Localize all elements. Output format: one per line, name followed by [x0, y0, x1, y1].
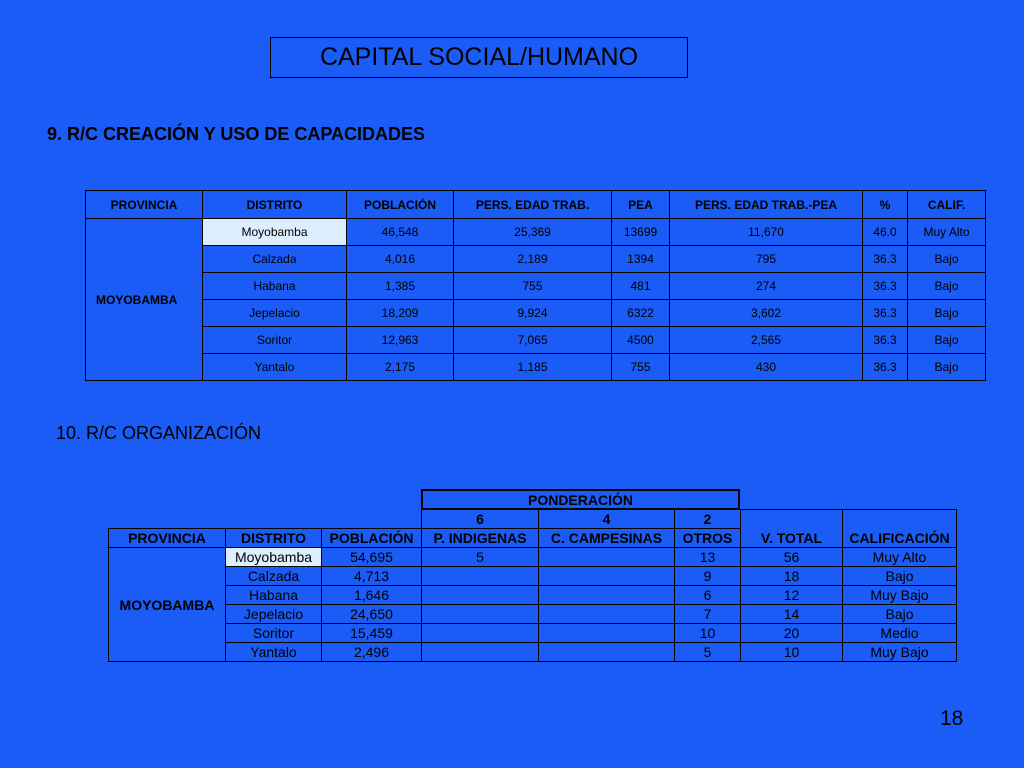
section2-title: 10. R/C ORGANIZACIÓN	[56, 423, 262, 443]
distrito-cell: Jepelacio	[226, 605, 322, 624]
ponderacion-label: PONDERACIÓN	[421, 489, 740, 510]
col-provincia: PROVINCIA	[109, 529, 226, 548]
weight-otros: 2	[675, 510, 741, 529]
diff-cell: 11,670	[670, 219, 863, 246]
table-row	[109, 624, 957, 643]
poblacion-cell: 1,385	[347, 273, 454, 300]
table-row	[86, 246, 986, 273]
col-poblacion: POBLACIÓN	[322, 529, 422, 548]
edad-trab-cell: 9,924	[454, 300, 612, 327]
pea-cell: 1394	[612, 246, 670, 273]
campesinas-cell	[539, 643, 675, 662]
table-row	[109, 605, 957, 624]
edad-trab-cell: 1,185	[454, 354, 612, 381]
indigenas-cell	[422, 567, 539, 586]
capacidades-table	[85, 190, 986, 381]
total-cell: 12	[741, 586, 843, 605]
table-header-row	[86, 191, 986, 219]
table-row	[86, 327, 986, 354]
col-total: V. TOTAL	[741, 510, 843, 548]
weights-row	[109, 510, 957, 529]
col-pea: PEA	[612, 191, 670, 219]
pea-cell: 755	[612, 354, 670, 381]
otros-cell: 13	[675, 548, 741, 567]
indigenas-cell: 5	[422, 548, 539, 567]
pea-cell: 4500	[612, 327, 670, 354]
weight-campesinas: 4	[539, 510, 675, 529]
otros-cell: 9	[675, 567, 741, 586]
campesinas-cell	[539, 586, 675, 605]
calif-cell: Medio	[843, 624, 957, 643]
poblacion-cell: 46,548	[347, 219, 454, 246]
pct-cell: 36.3	[863, 327, 908, 354]
distrito-cell: Calzada	[226, 567, 322, 586]
distrito-cell: Moyobamba	[226, 548, 322, 567]
table-row	[109, 586, 957, 605]
table-row	[109, 567, 957, 586]
calif-cell: Muy Bajo	[843, 643, 957, 662]
total-cell: 18	[741, 567, 843, 586]
weight-indigenas: 6	[422, 510, 539, 529]
col-otros: OTROS	[675, 529, 741, 548]
poblacion-cell: 54,695	[322, 548, 422, 567]
calif-cell: Muy Bajo	[843, 586, 957, 605]
edad-trab-cell: 25,369	[454, 219, 612, 246]
pct-cell: 46.0	[863, 219, 908, 246]
col-distrito: DISTRITO	[226, 529, 322, 548]
poblacion-cell: 1,646	[322, 586, 422, 605]
diff-cell: 274	[670, 273, 863, 300]
campesinas-cell	[539, 605, 675, 624]
campesinas-cell	[539, 548, 675, 567]
distrito-cell: Yantalo	[203, 354, 347, 381]
total-cell: 56	[741, 548, 843, 567]
col-distrito: DISTRITO	[203, 191, 347, 219]
table-row	[109, 548, 957, 567]
otros-cell: 6	[675, 586, 741, 605]
poblacion-cell: 15,459	[322, 624, 422, 643]
calif-cell: Bajo	[908, 273, 986, 300]
pea-cell: 481	[612, 273, 670, 300]
pct-cell: 36.3	[863, 300, 908, 327]
otros-cell: 5	[675, 643, 741, 662]
diff-cell: 430	[670, 354, 863, 381]
col-calificacion: CALIFICACIÓN	[843, 510, 957, 548]
total-cell: 14	[741, 605, 843, 624]
distrito-cell: Habana	[226, 586, 322, 605]
calif-cell: Bajo	[843, 605, 957, 624]
organizacion-table	[108, 509, 957, 662]
poblacion-cell: 12,963	[347, 327, 454, 354]
calif-cell: Bajo	[908, 354, 986, 381]
poblacion-cell: 18,209	[347, 300, 454, 327]
poblacion-cell: 2,496	[322, 643, 422, 662]
calif-cell: Bajo	[843, 567, 957, 586]
pea-cell: 13699	[612, 219, 670, 246]
pea-cell: 6322	[612, 300, 670, 327]
calif-cell: Bajo	[908, 300, 986, 327]
table-row	[109, 643, 957, 662]
col-poblacion: POBLACIÓN	[347, 191, 454, 219]
poblacion-cell: 24,650	[322, 605, 422, 624]
table-row	[86, 300, 986, 327]
indigenas-cell	[422, 643, 539, 662]
distrito-cell: Yantalo	[226, 643, 322, 662]
edad-trab-cell: 2,189	[454, 246, 612, 273]
otros-cell: 7	[675, 605, 741, 624]
calif-cell: Bajo	[908, 327, 986, 354]
section1-title: 9. R/C CREACIÓN Y USO DE CAPACIDADES	[47, 124, 426, 144]
calif-cell: Muy Alto	[843, 548, 957, 567]
distrito-cell: Jepelacio	[203, 300, 347, 327]
distrito-cell: Calzada	[203, 246, 347, 273]
pct-cell: 36.3	[863, 354, 908, 381]
campesinas-cell	[539, 567, 675, 586]
indigenas-cell	[422, 586, 539, 605]
distrito-cell: Soritor	[226, 624, 322, 643]
pct-cell: 36.3	[863, 273, 908, 300]
total-cell: 10	[741, 643, 843, 662]
diff-cell: 795	[670, 246, 863, 273]
distrito-cell: Habana	[203, 273, 347, 300]
edad-trab-cell: 7,065	[454, 327, 612, 354]
col-edad-trab-pea: PERS. EDAD TRAB.-PEA	[670, 191, 863, 219]
col-provincia: PROVINCIA	[86, 191, 203, 219]
col-calif: CALIF.	[908, 191, 986, 219]
table-row	[86, 219, 986, 246]
poblacion-cell: 4,016	[347, 246, 454, 273]
province-cell: MOYOBAMBA	[86, 219, 203, 381]
calif-cell: Bajo	[908, 246, 986, 273]
total-cell: 20	[741, 624, 843, 643]
col-campesinas: C. CAMPESINAS	[539, 529, 675, 548]
diff-cell: 3,602	[670, 300, 863, 327]
page-title: CAPITAL SOCIAL/HUMANO	[270, 37, 688, 78]
indigenas-cell	[422, 605, 539, 624]
col-edad-trab: PERS. EDAD TRAB.	[454, 191, 612, 219]
otros-cell: 10	[675, 624, 741, 643]
pct-cell: 36.3	[863, 246, 908, 273]
table-row	[86, 273, 986, 300]
table-row	[86, 354, 986, 381]
col-indigenas: P. INDIGENAS	[422, 529, 539, 548]
page-number: 18	[940, 707, 964, 730]
province-cell: MOYOBAMBA	[109, 548, 226, 662]
calif-cell: Muy Alto	[908, 219, 986, 246]
col-pct: %	[863, 191, 908, 219]
poblacion-cell: 2,175	[347, 354, 454, 381]
diff-cell: 2,565	[670, 327, 863, 354]
distrito-cell: Soritor	[203, 327, 347, 354]
poblacion-cell: 4,713	[322, 567, 422, 586]
campesinas-cell	[539, 624, 675, 643]
indigenas-cell	[422, 624, 539, 643]
distrito-cell: Moyobamba	[203, 219, 347, 246]
edad-trab-cell: 755	[454, 273, 612, 300]
